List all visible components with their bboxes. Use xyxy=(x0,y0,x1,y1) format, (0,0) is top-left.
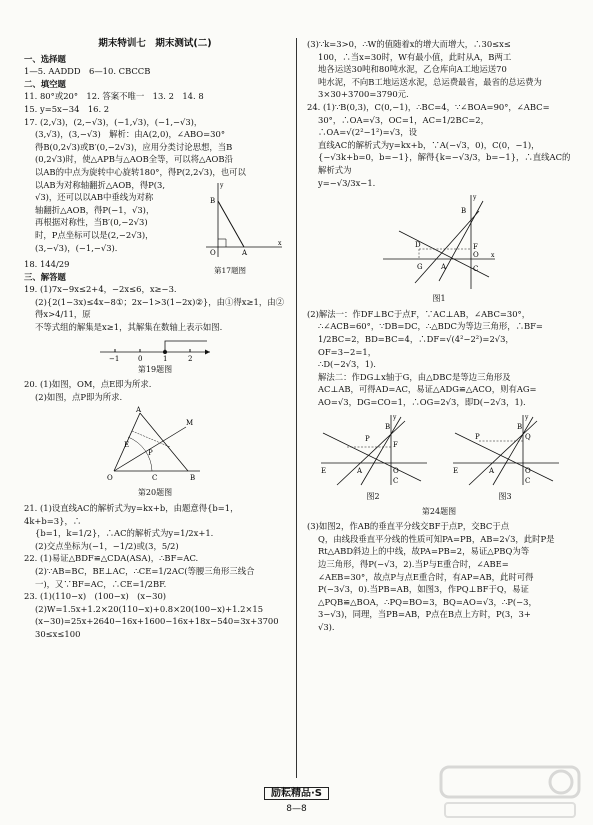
svg-text:B: B xyxy=(210,196,216,205)
answer-line: 23. (1)(110−x) (100−x) (x−30) xyxy=(24,591,167,602)
svg-text:O: O xyxy=(393,467,399,476)
answer-line: 15. y=5x−34 16. 2 xyxy=(24,103,110,114)
svg-text:A: A xyxy=(441,263,447,272)
svg-text:y: y xyxy=(393,414,397,422)
svg-text:A: A xyxy=(489,467,495,476)
answer-line: 吨水泥，不向B工地运送水泥，总运费最省，最省的总运费为 xyxy=(318,76,542,87)
answer-line: 22. (1)易证△BDF≌△CDA(ASA)，∴BF=AC. xyxy=(24,553,199,564)
svg-text:y: y xyxy=(220,181,224,189)
fig17-caption: 第17题图 xyxy=(214,265,247,275)
fig24-row xyxy=(307,411,571,505)
answer-line: (2)解法一：作DF⊥BC于点F，∵AC⊥AB，∠ABC=30°， xyxy=(307,308,531,319)
svg-text:O: O xyxy=(473,251,479,260)
fig24-3-caption: 图3 xyxy=(498,492,512,502)
svg-text:B: B xyxy=(517,423,523,432)
answer-line: (3,−√3)，(−1,−√3)． xyxy=(35,242,124,253)
answer-line: 得B(0,2√3)或B′(0,−2√3)，应用分类讨论思想，当B xyxy=(35,141,233,152)
fig24-1-caption: 图1 xyxy=(432,294,446,304)
svg-text:F: F xyxy=(473,243,478,252)
fig19-caption: 第19题图 xyxy=(137,364,173,374)
svg-text:−1: −1 xyxy=(109,354,120,362)
svg-text:M: M xyxy=(186,419,194,428)
svg-text:C: C xyxy=(473,265,479,274)
svg-text:O: O xyxy=(525,467,531,476)
svg-text:F: F xyxy=(393,441,398,450)
column-divider xyxy=(296,38,297,778)
svg-text:y: y xyxy=(525,414,529,422)
svg-text:C: C xyxy=(393,477,399,486)
answer-line: 解法二：作DG⊥x轴于G，由△DBC是等边三角形及 xyxy=(318,371,511,382)
fig24-2-diagram xyxy=(317,411,429,487)
fig24-2-caption: 图2 xyxy=(366,492,380,502)
answer-line: {−√3k+b=0，b=−1}，解得{k=−√3/3，b=−1}，∴直线AC的解析式为 xyxy=(318,152,571,175)
fig24-caption: 第24题图 xyxy=(421,506,457,516)
section-heading: 二、填空题 xyxy=(24,78,66,89)
svg-text:C: C xyxy=(152,474,158,483)
answer-line: (2)∵AB=BC，BE⊥AC，∴CE=1/2AC(等腰三角形三线合 xyxy=(35,566,255,576)
answer-line: (x−30)=25x+2640−16x+1600−16x+18x−540=3x+3700 xyxy=(35,616,279,627)
answer-line: 再根据对称性，当B′(0,−2√3) xyxy=(35,217,148,228)
svg-text:P: P xyxy=(365,435,370,444)
answer-line: △PQB≌△BOA，∴PQ=BO=3，BQ=AO=√3，∴P(−3， xyxy=(318,596,537,607)
answer-line: AC⊥AB，可得AD=AC，易证△ADG≌△ACO，则有AG= xyxy=(318,384,537,395)
answer-line: ∠AEB=30°，故点P与点E重合时，有AP=AB，此时可得 xyxy=(318,571,534,582)
page-number: 8—8 xyxy=(286,804,307,814)
fig24-1-diagram xyxy=(379,191,499,291)
answer-line: 不等式组的解集是x≥1，其解集在数轴上表示如图. xyxy=(35,322,223,333)
brand-label: 励耘精品·S xyxy=(264,787,329,800)
svg-text:G: G xyxy=(417,263,423,272)
answer-line: 轴翻折△AOB，得P(−1，√3)， xyxy=(35,204,155,215)
answer-line: y=−√3/3x−1. xyxy=(318,177,376,188)
svg-text:B: B xyxy=(385,423,391,432)
svg-text:0: 0 xyxy=(138,354,143,362)
fig24-3-diagram xyxy=(449,411,561,487)
answer-line: 18. 144/29 xyxy=(24,259,70,270)
svg-text:A: A xyxy=(136,406,142,415)
answer-line: (2)如图，点P即为所求. xyxy=(35,391,123,402)
svg-text:x: x xyxy=(278,239,282,247)
answer-line: P(−3√3，0).当PB=AB，如图3，作PQ⊥BF于Q，易证 xyxy=(318,584,529,595)
answer-line: ∴∠ACB=60°，∵DB=DC，∴△BDC为等边三角形，∴BF= xyxy=(318,321,543,332)
svg-text:C: C xyxy=(525,477,531,486)
number-line-figure xyxy=(95,336,215,362)
svg-text:O: O xyxy=(210,248,216,257)
answer-line: 100，∴当x=30时，W有最小值，此时从A，B两工 xyxy=(318,51,512,62)
watermark-logo xyxy=(435,761,585,821)
answer-line: 11. 80°或20° 12. 答案不唯一 13. 2 14. 8 xyxy=(24,91,204,102)
svg-text:y: y xyxy=(473,194,477,202)
answer-line: 以AB的中点为旋转中心旋转180°，得P(2,2√3)，也可以 xyxy=(35,166,246,177)
answer-line: 1—5. AADDD 6—10. CBCCB xyxy=(24,66,151,77)
answer-line: (2)交点坐标为(−1，−1/2)或(3，5/2) xyxy=(35,540,179,551)
answer-line: (0,2√3)时，使△APB与△AOB全等，可以将△AOB沿 xyxy=(35,154,233,165)
answer-line: 直线AC的解析式为y=kx+b，∵A(−√3，0)，C(0，−1)， xyxy=(318,139,540,150)
answer-line: 30°，∴OA=√3，OC=1，AC=1/2BC=2，∴OA=√(2²−1²)=√3，设 xyxy=(318,114,489,138)
svg-text:O: O xyxy=(107,474,113,483)
answer-line: 24. (1)∵B(0,3)，C(0,−1)，∴BC=4，∵∠BOA=90°，∠ABC= xyxy=(307,101,550,112)
answer-line: √3). xyxy=(318,622,335,632)
answer-line: (2)W=1.5x+1.2×20(110−x)+0.8×20(100−x)+1.2×15 xyxy=(35,603,264,614)
answer-line: Rt△ABD斜边上的中线，故PA=PB=2，易证△PBQ为等 xyxy=(318,546,530,557)
left-column xyxy=(24,38,286,641)
answer-line: 1/2BC=2，BD=BC=4，∴DF=√(4²−2²)=2√3，OF=3−2=1， xyxy=(318,333,514,357)
answer-line: AO=√3，DG=CO=1，∴OG=2√3，即D(−2√3，1). xyxy=(318,396,526,407)
svg-text:D: D xyxy=(415,241,421,250)
fig20-diagram xyxy=(100,405,210,485)
answer-line: 以AB为对称轴翻折△AOB，得P(3, xyxy=(35,179,165,190)
svg-text:E: E xyxy=(124,441,130,450)
answer-line: 30≤x≤100 xyxy=(35,628,81,639)
answer-line: (3,√3)，(3,−√3) 解析：由A(2,0)，∠ABO=30° xyxy=(35,129,226,140)
svg-text:Q: Q xyxy=(525,433,531,442)
answer-line: 时，P点坐标可以是(2,−2√3)， xyxy=(35,229,154,240)
answer-line: 3×30+3700=3790元. xyxy=(318,89,409,100)
fig17-diagram xyxy=(196,179,286,261)
answer-line: 边三角形，得P(−√3，2).当P与E重合时，∠ABE= xyxy=(318,559,509,570)
svg-text:x: x xyxy=(491,252,495,260)
svg-text:2: 2 xyxy=(188,354,193,362)
svg-text:E: E xyxy=(453,467,459,476)
svg-text:A: A xyxy=(357,467,363,476)
answer-line: 一)，又∵BF=AC，∴CE=1/2BF. xyxy=(35,578,167,589)
svg-text:1: 1 xyxy=(163,354,168,362)
svg-text:B: B xyxy=(190,474,196,483)
answer-line: 3−√3)，同理，当PB=AB，P点在B点上方时，P(3，3+ xyxy=(318,609,531,620)
answer-line: (2){2(1−3x)≤4x−8①；2x−1>3(1−2x)②}，由①得x≥1，由②得x>4/11，原 xyxy=(35,296,284,320)
answer-line: 17. (2,√3)，(2,−√3)，(−1,√3)，(−1,−√3)， xyxy=(24,116,203,127)
answer-line: 20. (1)如图，OM，点E即为所求. xyxy=(24,379,152,390)
answer-line: Q，由线段垂直平分线的性质可知PA=PB，AB=2√3，此时P是 xyxy=(318,533,555,544)
svg-text:P: P xyxy=(475,433,480,442)
answer-line: ∴D(−2√3，1). xyxy=(318,359,376,370)
answer-line: (3)∵k=3>0，∴W的值随着x的增大而增大，∴30≤x≤ xyxy=(307,39,511,49)
page-title: 期末特训七 期末测试(二) xyxy=(98,38,212,49)
section-heading: 三、解答题 xyxy=(24,271,66,282)
fig20-caption: 第20题图 xyxy=(137,488,173,498)
svg-text:E: E xyxy=(321,467,327,476)
svg-text:P: P xyxy=(148,449,153,458)
svg-text:A: A xyxy=(242,248,248,257)
answer-line: {b=1，k=1/2}，∴AC的解析式为y=1/2x+1. xyxy=(35,528,214,539)
answer-line: 21. (1)设直线AC的解析式为y=kx+b，由题意得{b=1，4k+b=3}，∴ xyxy=(24,503,239,526)
answer-line: (3)如图2，作AB的垂直平分线交BF于点P，交BC于点 xyxy=(307,521,510,532)
answer-line: √3)，还可以以AB中垂线为对称 xyxy=(35,192,154,203)
answer-line: 19. (1)7x−9x≤2+4，−2x≤6，x≥−3. xyxy=(24,284,177,295)
section-heading: 一、选择题 xyxy=(24,53,66,64)
right-column xyxy=(307,38,571,634)
svg-text:B: B xyxy=(461,207,467,216)
answer-line: 地各运送30吨和80吨水泥，乙仓库向A工地运送70 xyxy=(318,64,507,75)
